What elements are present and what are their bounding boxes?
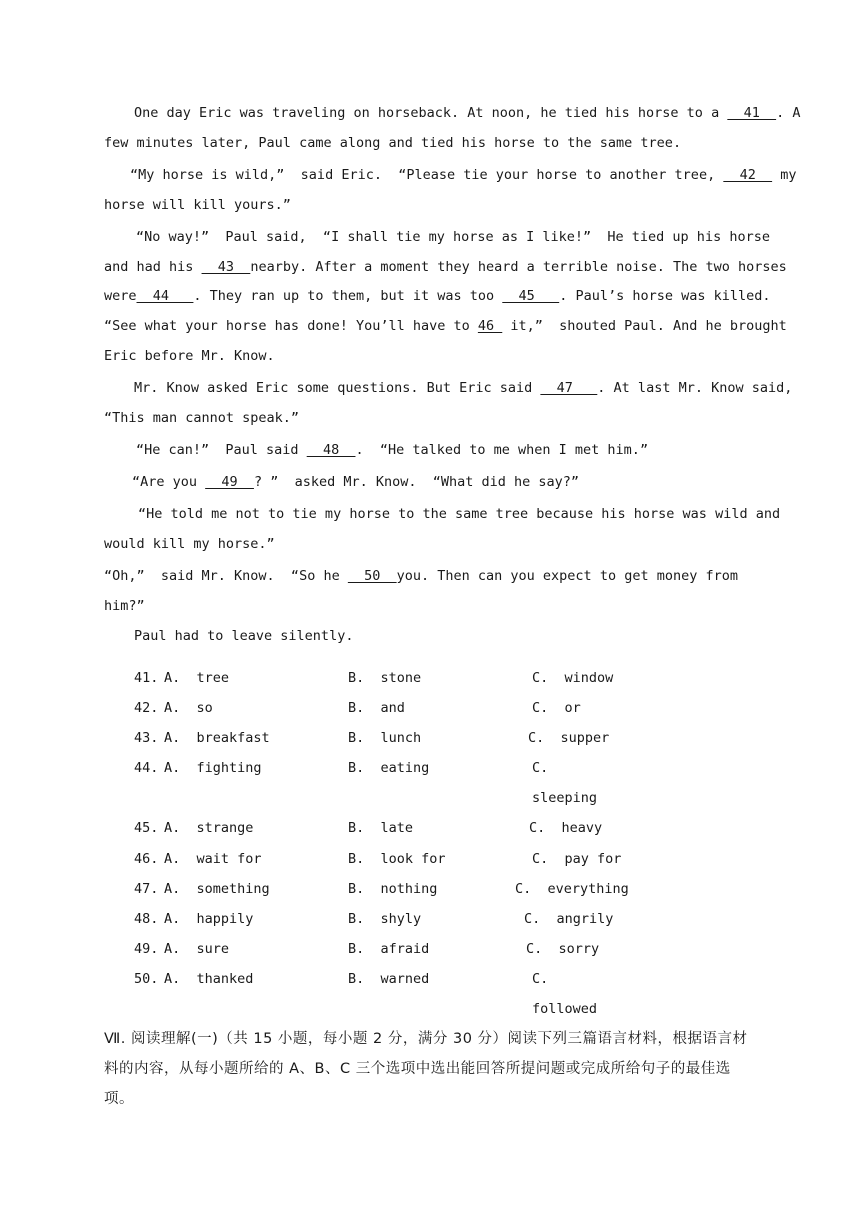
passage-text: “Are you [132,474,206,490]
passage-text: One day Eric was traveling on horseback. At noon, he tied his horse to a [134,105,728,121]
passage-line [138,505,780,523]
blank-46: 46 [477,318,503,334]
option-c-continued: followed [532,1001,598,1017]
passage-text: it,” shouted Paul. And he brought [502,318,787,334]
option-c-continued: sleeping [532,790,598,806]
passage-text: my [772,167,797,183]
blank-41: 41 [727,105,777,121]
passage-text: . They ran up to them, but it was too [193,288,503,304]
passage-text: him?” [104,598,145,614]
blank-42: 42 [723,167,773,183]
blank-45: 45 [502,288,560,304]
option-c: C. heavy [529,820,603,836]
passage-line [132,473,579,491]
passage-text: Paul had to leave silently. [134,628,354,644]
option-c: C. sorry [526,941,600,957]
passage-line [104,535,275,553]
option-c: C. everything [515,881,629,897]
passage-text: you. Then can you expect to get money from [396,568,738,584]
passage-text: “He can!” Paul said [136,442,307,458]
passage-line [130,166,797,184]
passage-text: ? ” asked Mr. Know. “What did he say?” [253,474,580,490]
passage-text: Mr. Know asked Eric some questions. But Eric said [134,380,541,396]
option-c: C. window [532,670,614,686]
option-b: B. late [348,820,414,836]
option-c: C. angrily [524,911,614,927]
option-number: 49. [134,941,159,957]
option-c: C. or [532,700,581,716]
option-number: 43. [134,730,159,746]
passage-text: “This man cannot speak.” [104,410,300,426]
option-a: A. breakfast [164,730,270,746]
option-b: B. lunch [348,730,422,746]
passage-text: “Oh,” said Mr. Know. “So he [104,568,348,584]
blank-47: 47 [540,380,598,396]
section-heading-line: 料的内容，从每小题所给的 A、B、C 三个选项中选出能回答所提问题或完成所给句子的最佳选 [104,1061,731,1077]
option-b: B. shyly [348,911,422,927]
option-c: C. [532,971,549,987]
section-heading-line: Ⅶ. 阅读理解(一)（共 15 小题，每小题 2 分，满分 30 分）阅读下列三篇语言材料，根据语言材 [104,1031,748,1047]
passage-text: . At last Mr. Know said, [597,380,793,396]
passage-line [134,104,801,122]
option-b: B. stone [348,670,422,686]
passage-line [104,409,299,427]
passage-text: . A [776,105,801,121]
passage-text: “He told me not to tie my horse to the same tree because his horse was wild and [138,506,781,522]
option-a: A. strange [164,820,254,836]
blank-43: 43 [201,259,251,275]
option-number: 44. [134,760,159,776]
option-b: B. and [348,700,405,716]
option-b: B. look for [348,851,446,867]
passage-text: Eric before Mr. Know. [104,348,275,364]
passage-text: . Paul’s horse was killed. [559,288,771,304]
option-c: C. [532,760,549,776]
option-number: 50. [134,971,159,987]
option-number: 46. [134,851,159,867]
passage-line [104,134,681,152]
option-b: B. nothing [348,881,438,897]
option-c: C. pay for [532,851,622,867]
passage-line [104,317,787,335]
passage-line [104,567,738,585]
passage-text: were [104,288,137,304]
option-a: A. thanked [164,971,254,987]
passage-text: few minutes later, Paul came along and tied his horse to the same tree. [104,135,682,151]
section-heading-line: 项。 [104,1091,134,1107]
passage-line [104,287,771,305]
passage-line [104,597,145,615]
passage-text: “See what your horse has done! You’ll have to [104,318,478,334]
passage-text: “No way!” Paul said, “I shall tie my horse as I like!” He tied up his horse [136,229,770,245]
passage-line [136,228,770,246]
option-a: A. so [164,700,213,716]
option-c: C. supper [528,730,610,746]
passage-line [136,441,648,459]
blank-44: 44 [136,288,194,304]
passage-line [134,379,792,397]
option-number: 45. [134,820,159,836]
option-b: B. eating [348,760,430,776]
blank-48: 48 [306,442,356,458]
option-a: A. wait for [164,851,262,867]
blank-50: 50 [347,568,397,584]
option-a: A. fighting [164,760,262,776]
option-b: B. afraid [348,941,430,957]
option-a: A. sure [164,941,230,957]
passage-text: “My horse is wild,” said Eric. “Please tie your horse to another tree, [130,167,724,183]
option-b: B. warned [348,971,430,987]
passage-text: . “He talked to me when I met him.” [355,442,649,458]
option-number: 47. [134,881,159,897]
passage-line [104,347,275,365]
passage-text: horse will kill yours.” [104,197,291,213]
passage-text: would kill my horse.” [104,536,275,552]
option-number: 41. [134,670,159,686]
passage-text: nearby. After a moment they heard a terrible noise. The two horses [250,259,787,275]
passage-line [134,627,353,645]
option-number: 48. [134,911,159,927]
passage-line [104,196,291,214]
option-a: A. tree [164,670,230,686]
option-number: 42. [134,700,159,716]
option-a: A. happily [164,911,254,927]
passage-line [104,258,787,276]
blank-49: 49 [205,474,254,490]
passage-text: and had his [104,259,202,275]
option-a: A. something [164,881,270,897]
